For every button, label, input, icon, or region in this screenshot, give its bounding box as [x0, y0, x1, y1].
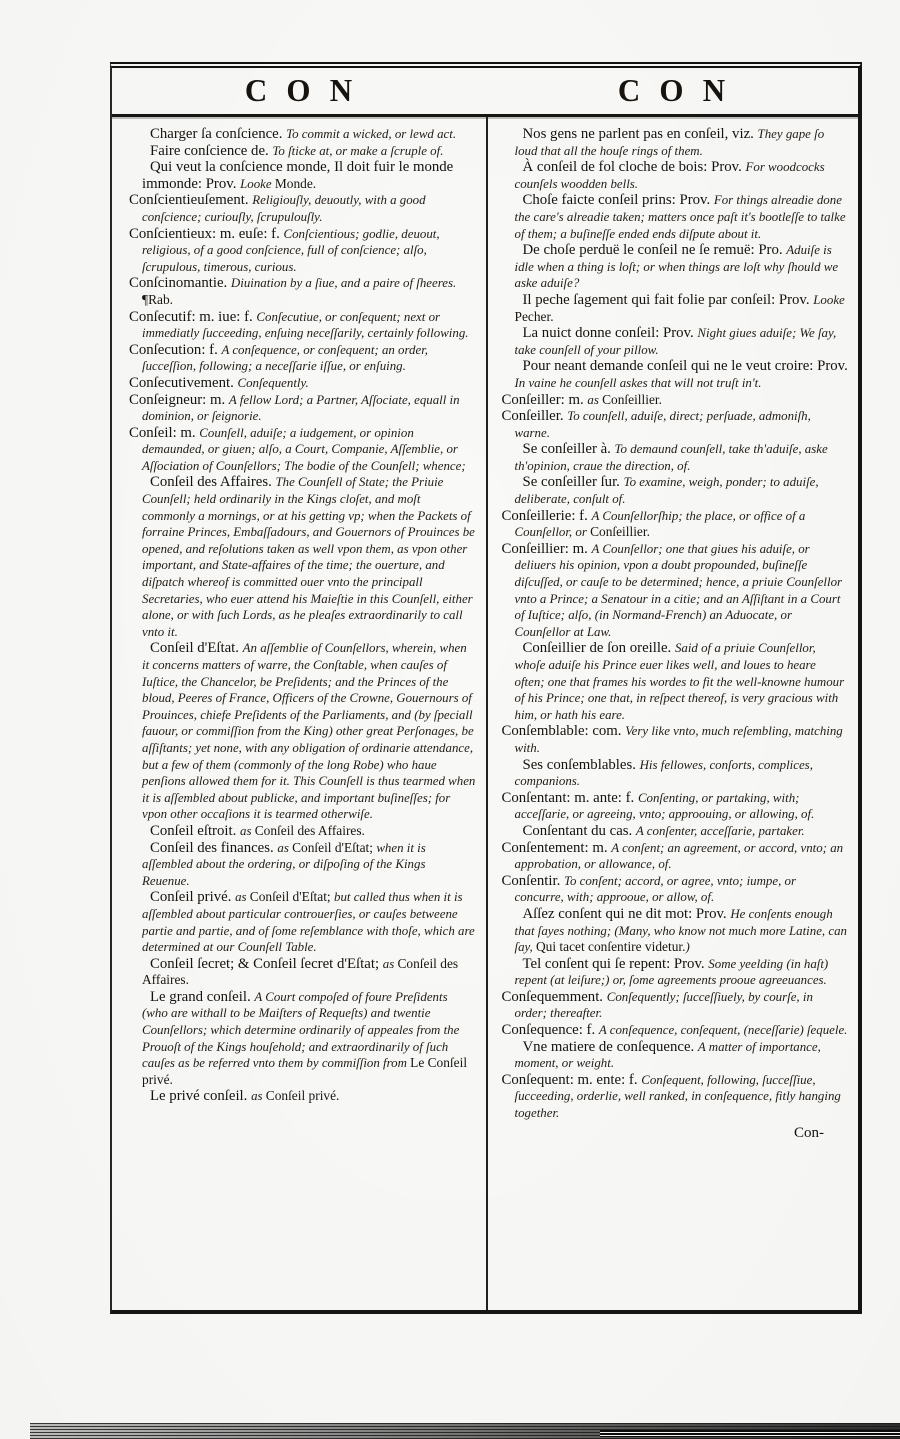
dictionary-entry: [502, 441, 849, 474]
gloss-text: A conſequence, conſequent, (neceſſarie) ſequele.: [598, 1023, 848, 1038]
headword-text: Conſeil des Affaires.: [150, 474, 276, 491]
gloss-text: A conſenter, acceſſarie, partaker.: [635, 823, 805, 838]
headword-text: Conſeillier.: [590, 524, 650, 540]
headword-text: Conſeil: m.: [129, 424, 200, 441]
gloss-text: Conſequent, following, ſucceſſiue, ſucceeding, orderlie, well ranked, in conſequence, fitly hanging together.: [514, 1072, 841, 1121]
headword-text: Le grand conſeil.: [150, 988, 255, 1005]
gloss-text: Looke: [813, 292, 845, 307]
headword-text: Se conſeiller ſur.: [522, 474, 624, 491]
gloss-text: A conſent; an agreement, or accord, vnto; an approbation, or allowance, of.: [514, 840, 844, 872]
scan-artifact-line-dark: [600, 1430, 900, 1437]
gloss-text: Some yeelding (in haſt) repent (at leiſure;) or, ſome agreements prooue agreeuances.: [514, 956, 829, 988]
gloss-text: as: [251, 1089, 266, 1104]
gloss-text: ): [685, 940, 690, 955]
headword-text: À conſeil de fol cloche de bois: Prov.: [522, 159, 746, 176]
dictionary-entry: [129, 192, 476, 225]
gloss-text: Conſenting, or partaking, with; acceſſarie, or agreeing, vnto; approouing, or allowing, of.: [514, 790, 815, 822]
headword-text: Conſeil eſtroit.: [150, 822, 241, 839]
gloss-text: Diuination by a ſiue, and a paire of ſheeres.: [230, 276, 457, 291]
headword-text: Conſeil d'Eſtat;: [292, 839, 377, 855]
text-columns: [112, 117, 858, 1310]
headword-text: Conſeil privé.: [150, 889, 236, 906]
headword-text: Nos gens ne parlent pas en conſeil, viz.: [522, 126, 758, 142]
gloss-text: An aſſemblie of Counſellors, wherein, when it concerns matters of warre, the Conſtable, when cauſes of Iuſtice, the Chancelor, be Preſidents; and the Princes of the bloud, Peeres of France, Officers of the Crowne, Gouernours of Prouinces, chiefe Preſidents of the Parliaments, and (by ſpeciall fauour, or commiſſion from the King) other great Perſonages, be aſſiſtants; yet none, with any obligation of ordinarie attendance, but a few of them (commonly of the long Robe) who haue penſions allowed them for it. This Counſell is thus tearmed when it is aſſembled about publicke, and important buſineſſes; for vpon other occaſions it is tearmed otherwiſe.: [142, 641, 476, 822]
dictionary-entry: [502, 159, 849, 192]
headword-text: Charger ſa conſcience.: [150, 126, 287, 142]
dictionary-entry: [129, 823, 476, 840]
headword-text: Conſeil des Affaires.: [254, 822, 365, 838]
headword-text: Le privé conſeil.: [150, 1088, 252, 1105]
gloss-text: The Counſell of State; the Priuie Counſell; held ordinarily in the Kings cloſet, and moſt commonly a mornings, or at his getting vp; when the Packets of forraine Princes, Embaſſadours, and Gouernors of Prouinces be opened, and reſolutions taken as well vpon them, as vpon other important, and State-affaires of the time; the ouerture, and diſpatch whereof is committed ouer vnto the principall Secretaries, who euer attend his Maieſtie in this Counſell, either alone, or with ſuch Lords, as he pleaſes extraordinarily to call vnto it.: [142, 475, 475, 639]
gloss-text: as: [382, 956, 398, 971]
dictionary-entry: [502, 989, 849, 1022]
gloss-text: Counſell, aduiſe; a iudgement, or opinion demaunded, or giuen; alſo, a Court, Companie, Aſſemblie, or Aſſociation of Counſellors; The bodie of the Counſell; whence;: [142, 425, 466, 473]
gloss-text: He conſents enough that ſayes nothing; (Many, who know not much more Latine, can ſay,: [514, 906, 847, 955]
headword-text: De choſe perduë le conſeil ne ſe remuë: Pro.: [522, 242, 787, 259]
gloss-text: Looke: [240, 176, 275, 191]
gloss-text: For woodcocks counſels woodden bells.: [514, 160, 825, 191]
headword-text: Ses conſemblables.: [522, 756, 640, 773]
headword-text: Conſeil ſecret; & Conſeil ſecret d'Eſtat;: [150, 955, 383, 972]
gloss-text: They gape ſo loud that all the houſe rings of them.: [514, 127, 825, 158]
dictionary-entry: [502, 192, 849, 242]
headword-text: Conſeiller: m.: [501, 391, 588, 408]
dictionary-entry: [502, 956, 849, 989]
dictionary-entry: [129, 889, 476, 955]
gloss-text: A fellow Lord; a Partner, Aſſociate, equall in dominion, or ſeignorie.: [142, 392, 460, 424]
headword-text: Conſeil privé.: [265, 1088, 340, 1104]
headword-text: Le Conſeil privé.: [142, 1055, 468, 1087]
headword-text: Conſequence: f.: [501, 1022, 599, 1039]
headword-text: Qui veut la conſcience monde, Il doit fuir le monde immonde: Prov.: [142, 159, 454, 192]
dictionary-entry: [502, 541, 849, 641]
headword-text: Conſeigneur: m.: [129, 391, 229, 408]
headword-text: Faire conſcience de.: [150, 142, 273, 159]
gloss-text: To ſticke at, or make a ſcruple of.: [272, 143, 444, 158]
dictionary-entry: [129, 840, 476, 890]
gloss-text: A Court compoſed of foure Preſidents (who are withall to be Maiſters of Requeſts) and twentie Counſellors; which determine ordinarily of appeales from the Prouoſt of the Kings houſehold; and extraordinarily of ſuch cauſes as be referred vnto them by commiſſion from: [142, 989, 460, 1071]
headword-text: Conſeillier.: [602, 391, 662, 407]
gloss-text: but called thus when it is aſſembled about particular controuerſies, or cauſes betweene partie and partie, and of ſome reſemblance with thoſe, which are determined at our Counſell Table.: [142, 890, 475, 955]
gloss-text: A Counſellorſhip; the place, or office of a Counſellor, or: [514, 508, 806, 540]
gloss-text: In vaine he counſell askes that will not truſt in't.: [514, 375, 762, 390]
headword-text: Conſemblable: com.: [501, 723, 626, 740]
gloss-text: when it is aſſembled about the ordering, or diſpoſing of the Kings Reuenue.: [142, 840, 426, 888]
column-left: [112, 117, 488, 1310]
dictionary-entry: [129, 989, 476, 1089]
gloss-text: For things alreadie done the care's alreadie taken; matters once paſt it's bootleſſe to talke of them; a buſineſſe ended ends diſpute about it.: [514, 193, 846, 241]
gloss-text: His fellowes, conſorts, complices, companions.: [514, 757, 813, 789]
gloss-text: To commit a wicked, or lewd act.: [286, 127, 457, 141]
headword-text: Conſentant: m. ante: f.: [501, 789, 638, 806]
gloss-text: A conſequence, or conſequent; an order, ſucceſſion, following; a neceſſarie iſſue, or enſuing.: [142, 342, 429, 374]
dictionary-entry: [502, 640, 849, 723]
headword-text: Conſeillerie: f.: [501, 507, 592, 524]
running-head-right: CON: [617, 72, 745, 109]
dictionary-entry: [129, 226, 476, 276]
headword-text: Pecher.: [514, 308, 554, 324]
headword-text: Tel conſent qui ſe repent: Prov.: [522, 955, 709, 972]
page-frame: [110, 62, 862, 1314]
dictionary-entry: [129, 342, 476, 375]
headword-text: ¶Rab.: [142, 291, 173, 307]
headword-text: Conſequent: m. ente: f.: [501, 1071, 642, 1088]
headword-text: Aſſez conſent qui ne dit mot: Prov.: [522, 905, 731, 922]
dictionary-entry: [502, 723, 849, 756]
gloss-text: Conſequently.: [237, 375, 309, 390]
dictionary-entry: [502, 1022, 849, 1039]
dictionary-entry: [502, 474, 849, 507]
gloss-text: A matter of importance, moment, or weight.: [514, 1039, 821, 1071]
gloss-text: To counſell, aduiſe, direct; perſuade, admoniſh, warne.: [514, 409, 811, 440]
headword-text: Conſeil d'Eſtat.: [150, 640, 243, 657]
gloss-text: Conſecutiue, or conſequent; next or immediatly ſucceeding, enſuing neceſſarily, certainly following.: [142, 309, 469, 341]
dictionary-entry: [129, 275, 476, 308]
gloss-text: Conſequently; ſucceſſiuely, by courſe, in order; thereafter.: [514, 989, 813, 1021]
gloss-text: Very like vnto, much reſembling, matching with.: [514, 724, 843, 755]
dictionary-entry: [129, 392, 476, 425]
headword-text: Conſeillier: m.: [501, 540, 592, 557]
dictionary-entry: [502, 840, 849, 873]
dictionary-entry: [129, 474, 476, 640]
headword-text: Se conſeiller à.: [522, 441, 615, 458]
headword-text: Conſeillier de ſon oreille.: [522, 640, 675, 657]
column-right: [488, 117, 859, 1310]
dictionary-entry: [129, 309, 476, 342]
dictionary-entry: [502, 508, 849, 541]
running-head-row: [112, 68, 858, 117]
dictionary-entry: [502, 873, 849, 906]
headword-text: Monde.: [274, 175, 317, 191]
dictionary-entry: [129, 1088, 476, 1105]
dictionary-entry: [129, 126, 476, 143]
dictionary-entry: [129, 159, 476, 192]
headword-text: Conſecutif: m. iue: f.: [129, 308, 257, 325]
gloss-text: Aduiſe is idle when a thing is loſt; or when things are loſt why ſhould we aske aduiſe?: [514, 243, 839, 291]
dictionary-entry: [502, 790, 849, 823]
headword-text: Conſeil d'Eſtat;: [249, 889, 334, 905]
gloss-text: Night giues aduiſe; We ſay, take counſell of your pillow.: [514, 326, 837, 357]
gloss-text: A Counſellor; one that giues his aduiſe, or deliuers his opinion, vpon a doubt propounded, buſineſſe diſcuſſed, or cauſe to be determined; hence, a priuie Counſellor vnto a Prince; a Senatour in a citie; and an Aſſiſtant in a Court of Iuſtice; alſo, (in Normand-French) an Aduocate, or Counſellor at Law.: [514, 541, 843, 639]
headword-text: Conſecution: f.: [129, 341, 222, 358]
headword-text: Conſentir.: [501, 872, 564, 889]
dictionary-entry: [129, 640, 476, 823]
dictionary-entry: [502, 408, 849, 441]
dictionary-entry: [129, 143, 476, 160]
dictionary-entry: [502, 906, 849, 956]
headword-text: La nuict donne conſeil: Prov.: [522, 325, 698, 342]
dictionary-entry: [502, 126, 849, 159]
headword-text: Choſe faicte conſeil prins: Prov.: [522, 192, 714, 209]
dictionary-entry: [129, 956, 476, 989]
gloss-text: To demaund counſell, take th'aduiſe, aske th'opinion, craue the direction, of.: [514, 442, 828, 473]
headword-text: Conſcientieux: m. euſe: f.: [129, 225, 284, 242]
gloss-text: To examine, weigh, ponder; to aduiſe, deliberate, conſult of.: [514, 475, 819, 507]
dictionary-entry: [502, 358, 849, 391]
running-head-left: CON: [244, 72, 372, 109]
headword-text: Qui tacet conſentire videtur.: [535, 939, 686, 955]
headword-text: Conſeiller.: [501, 408, 568, 425]
gloss-text: as: [587, 392, 603, 407]
dictionary-entry: [502, 1039, 849, 1072]
headword-text: Pour neant demande conſeil qui ne le veut croire: Prov.: [522, 358, 848, 375]
gloss-text: Said of a priuie Counſellor, whoſe aduiſe his Prince euer likes well, and loues to heare often; one that frames his wordes to fit the well-knowne humour of his Prince; one that, in reſpect thereof, is very gracious with him, or hath his eare.: [514, 641, 845, 722]
headword-text: Conſcinomantie.: [129, 275, 231, 292]
headword-text: Conſentement: m.: [501, 839, 612, 856]
dictionary-entry: [502, 1072, 849, 1122]
gloss-text: Conſcientious; godlie, deuout, religious, of a good conſcience, full of conſcience; alſo, ſcrupulous, timerous, curious.: [142, 226, 440, 274]
gloss-text: Religiouſly, deuoutly, with a good conſcience; curiouſly, ſcrupulouſly.: [142, 193, 426, 224]
headword-text: Conſeil des Affaires.: [142, 955, 459, 988]
headword-text: Conſcientieuſement.: [129, 192, 253, 209]
dictionary-entry: [502, 757, 849, 790]
dictionary-entry: [502, 325, 849, 358]
headword-text: Conſeil des finances.: [150, 839, 278, 856]
dictionary-entry: [129, 375, 476, 392]
gloss-text: as: [240, 823, 255, 838]
headword-text: Il peche ſagement qui fait folie par conſeil: Prov.: [522, 291, 814, 308]
headword-text: Conſequemment.: [501, 988, 607, 1005]
gloss-text: as: [277, 840, 293, 855]
catchword: Con-: [794, 1124, 824, 1141]
dictionary-entry: [502, 242, 849, 292]
headword-text: Vne matiere de conſequence.: [522, 1038, 698, 1055]
dictionary-entry: [502, 292, 849, 325]
headword-text: Conſecutivement.: [129, 374, 238, 391]
dictionary-entry: [129, 425, 476, 475]
dictionary-entry: [502, 823, 849, 840]
headword-text: Conſentant du cas.: [522, 822, 636, 839]
dictionary-entry: [502, 392, 849, 409]
gloss-text: as: [235, 890, 250, 905]
gloss-text: To conſent; accord, or agree, vnto; iumpe, or concurre, with; approoue, or allow, of.: [514, 873, 796, 905]
